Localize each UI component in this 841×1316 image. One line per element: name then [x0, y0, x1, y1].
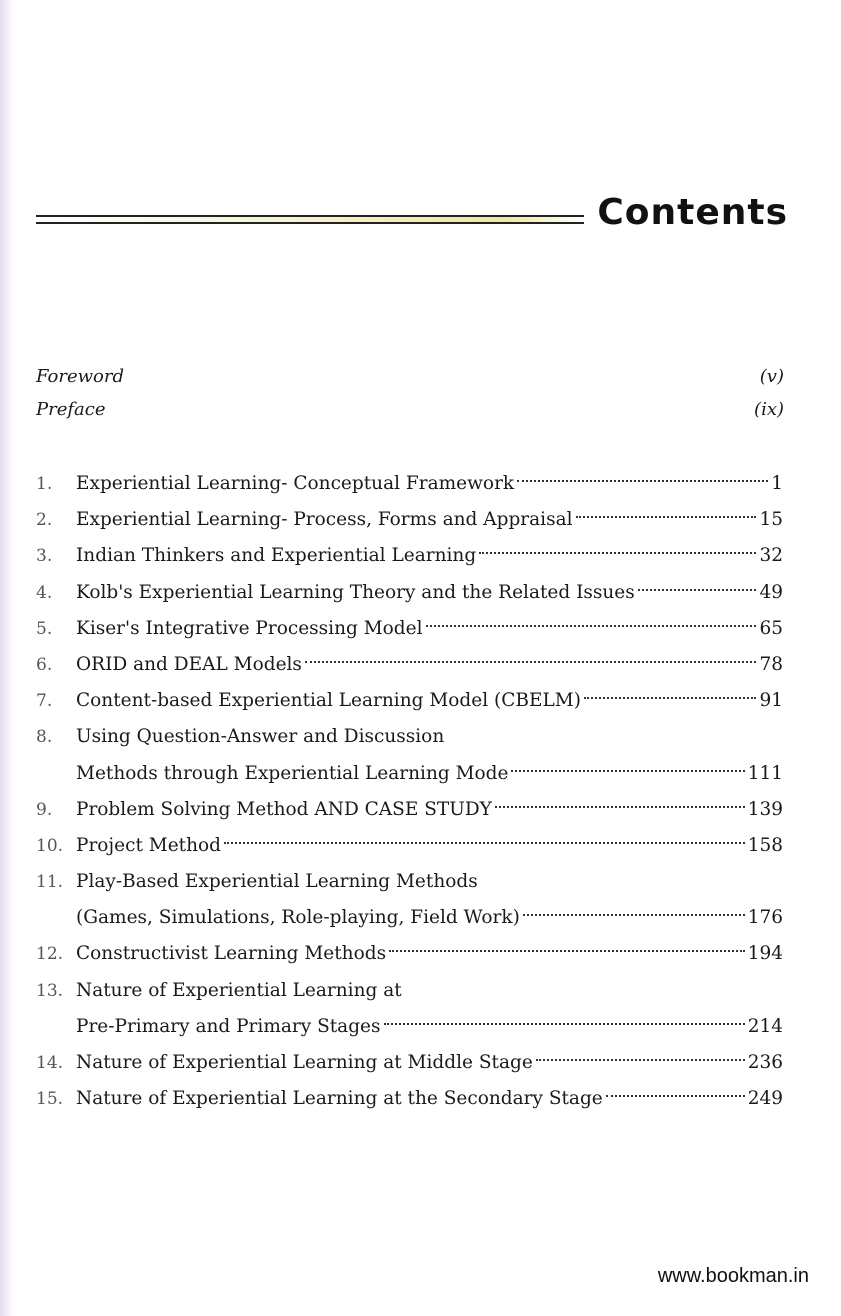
chapter-page-number: 1 — [771, 473, 783, 494]
chapter-number: 1. — [36, 474, 53, 494]
chapter-page-number: 139 — [747, 798, 783, 820]
toc-row — [36, 900, 783, 936]
chapter-title: Using Question-Answer and Discussion — [76, 726, 445, 748]
chapter-page-number: 65 — [759, 617, 783, 639]
front-matter-foreword — [36, 366, 784, 394]
chapter-number: 15. — [36, 1089, 64, 1110]
toc-row — [36, 1045, 783, 1081]
front-matter-page: (v) — [759, 366, 784, 387]
chapter-number: 4. — [36, 582, 53, 603]
toc-row — [36, 647, 783, 683]
chapter-number: 10. — [36, 835, 64, 856]
toc-row — [36, 611, 783, 647]
chapter-page-number: 214 — [747, 1015, 783, 1037]
chapter-title: Nature of Experiential Learning at Middle Stage — [76, 1052, 533, 1073]
front-matter-label: Foreword — [36, 366, 124, 387]
chapter-title: Problem Solving Method AND CASE STUDY — [76, 798, 492, 820]
chapter-title: Constructivist Learning Methods — [76, 943, 387, 965]
toc-row — [36, 936, 783, 972]
dot-leader — [536, 1059, 745, 1061]
chapter-page-number: 176 — [747, 907, 783, 929]
chapter-page-number: 111 — [747, 762, 783, 784]
toc-row — [36, 538, 783, 574]
chapter-number: 8. — [36, 727, 53, 748]
dot-leader — [584, 697, 757, 699]
chapter-number: 14. — [36, 1053, 64, 1073]
dot-leader — [224, 842, 745, 844]
chapter-page-number: 78 — [759, 653, 783, 675]
chapter-title: Project Method — [76, 834, 222, 856]
chapter-title: Methods through Experiential Learning Mode — [76, 762, 509, 784]
dot-leader — [426, 625, 757, 627]
dot-leader — [638, 589, 757, 591]
toc-row — [36, 502, 783, 538]
chapter-title: Play-Based Experiential Learning Methods — [76, 871, 478, 893]
chapter-number: 3. — [36, 546, 53, 567]
chapter-title: Indian Thinkers and Experiential Learning — [76, 545, 477, 567]
toc-row — [36, 1081, 783, 1117]
chapter-number: 2. — [36, 510, 53, 531]
dot-leader — [384, 1023, 745, 1025]
chapter-page-number: 158 — [747, 834, 783, 856]
page-edge-shade — [0, 0, 14, 1316]
toc-row — [36, 683, 783, 719]
contents-header — [36, 192, 788, 242]
front-matter-page: (ix) — [754, 399, 784, 420]
chapter-page-number: 249 — [747, 1088, 783, 1110]
chapter-title: Nature of Experiential Learning at the Secondary Stage — [76, 1088, 603, 1110]
toc-row — [36, 466, 783, 502]
chapter-title: Kolb's Experiential Learning Theory and the Related Issues — [76, 581, 635, 603]
dot-leader — [517, 480, 768, 482]
toc-row — [36, 792, 783, 828]
toc-row — [36, 719, 783, 755]
dot-leader — [606, 1095, 745, 1097]
website-watermark: www.bookman.in — [657, 1265, 809, 1287]
chapter-page-number: 236 — [747, 1052, 783, 1073]
dot-leader — [511, 770, 744, 772]
toc-row — [36, 1009, 783, 1045]
toc-row — [36, 575, 783, 611]
toc-row — [36, 864, 783, 900]
chapter-title: Pre-Primary and Primary Stages — [76, 1015, 381, 1037]
chapter-number: 6. — [36, 654, 53, 675]
chapter-page-number: 194 — [747, 943, 783, 965]
front-matter-label: Preface — [36, 399, 106, 420]
page-title: Contents — [597, 192, 788, 233]
chapter-title: Experiential Learning- Process, Forms and Appraisal — [76, 509, 573, 531]
chapter-number: 12. — [36, 944, 64, 965]
chapter-title: Nature of Experiential Learning at — [76, 979, 402, 1001]
chapter-page-number: 15 — [759, 509, 783, 531]
chapter-number: 13. — [36, 980, 64, 1001]
chapter-page-number: 49 — [759, 581, 783, 603]
dot-leader — [389, 950, 745, 952]
dot-leader — [479, 552, 756, 554]
dot-leader — [495, 806, 745, 808]
chapter-number: 11. — [36, 872, 64, 893]
front-matter-preface — [36, 399, 784, 427]
dot-leader — [305, 661, 757, 663]
chapter-title: (Games, Simulations, Role-playing, Field Work) — [76, 907, 520, 929]
chapter-number: 5. — [36, 618, 53, 639]
chapter-page-number: 91 — [759, 690, 783, 712]
chapter-page-number: 32 — [759, 545, 783, 567]
dot-leader — [576, 516, 757, 518]
toc-row — [36, 828, 783, 864]
chapter-title: Kiser's Integrative Processing Model — [76, 617, 423, 639]
chapter-title: ORID and DEAL Models — [76, 653, 302, 675]
table-of-contents — [36, 466, 783, 1117]
chapter-number: 7. — [36, 691, 53, 712]
chapter-title: Content-based Experiential Learning Model (CBELM) — [76, 690, 581, 712]
chapter-number: 9. — [36, 799, 53, 820]
header-double-rule — [36, 215, 584, 224]
toc-row — [36, 756, 783, 792]
toc-row — [36, 973, 783, 1009]
dot-leader — [523, 914, 745, 916]
chapter-title: Experiential Learning- Conceptual Framework — [76, 473, 515, 494]
